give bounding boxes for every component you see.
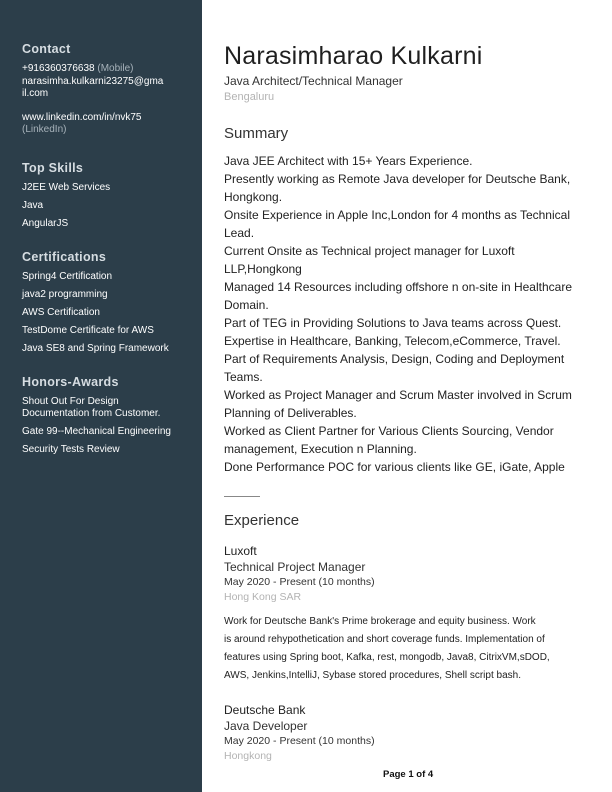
award-item: Security Tests Review xyxy=(22,444,120,455)
certification-item: Java SE8 and Spring Framework xyxy=(22,343,169,354)
honors-awards-section xyxy=(22,375,187,456)
sidebar xyxy=(0,0,202,792)
certification-item: java2 programming xyxy=(22,289,108,300)
job-location: Hongkong xyxy=(224,750,272,762)
certifications-section xyxy=(22,250,194,355)
job-company: Luxoft xyxy=(224,544,257,558)
job-description-line: features using Spring boot, Kafka, rest, mongodb, Java8, CitrixVM,sDOD, xyxy=(224,652,550,663)
certification-item: AWS Certification xyxy=(22,307,100,318)
top-skills-heading: Top Skills xyxy=(22,161,84,175)
summary-line: Java JEE Architect with 15+ Years Experience. xyxy=(224,154,473,168)
phone-label: (Mobile) xyxy=(97,63,134,74)
email-line-1: narasimha.kulkarni23275@gma xyxy=(22,75,164,87)
top-skills-section xyxy=(22,161,194,230)
summary-text xyxy=(224,152,584,476)
summary-heading: Summary xyxy=(224,125,289,142)
experience-heading: Experience xyxy=(224,512,300,529)
email-line-2: il.com xyxy=(22,88,49,99)
page-number: Page 1 of 4 xyxy=(383,769,434,780)
job-dates: May 2020 - Present (10 months) xyxy=(224,735,375,747)
award-item: Gate 99--Mechanical Engineering xyxy=(22,426,171,437)
summary-line: Managed 14 Resources including offshore n on-site in Healthcare xyxy=(224,280,572,294)
certification-item: TestDome Certificate for AWS xyxy=(22,325,154,336)
contact-heading: Contact xyxy=(22,42,71,56)
summary-line: Lead. xyxy=(224,226,255,240)
job-company: Deutsche Bank xyxy=(224,703,306,717)
job-role: Java Developer xyxy=(224,719,308,733)
linkedin-link[interactable] xyxy=(22,112,194,137)
summary-line: Presently working as Remote Java developer for Deutsche Bank, xyxy=(224,172,571,186)
certification-item: Spring4 Certification xyxy=(22,271,113,282)
summary-line: Domain. xyxy=(224,298,269,312)
summary-line: Expertise in Healthcare, Banking, Telecom,eCommerce, Travel. xyxy=(224,334,561,348)
summary-line: Worked as Client Partner for Various Clients Sourcing, Vendor xyxy=(224,424,554,438)
summary-line: Part of TEG in Providing Solutions to Java teams across Quest. xyxy=(224,316,562,330)
summary-line: Worked as Project Manager and Scrum Master involved in Scrum xyxy=(224,388,572,402)
linkedin-url: www.linkedin.com/in/nvk75 xyxy=(22,111,142,123)
summary-line: Planning of Deliverables. xyxy=(224,406,357,420)
job-description-line: Work for Deutsche Bank's Prime brokerage and equity business. Work xyxy=(224,616,536,627)
summary-line: Part of Requirements Analysis, Design, Coding and Deployment xyxy=(224,352,565,366)
certifications-heading: Certifications xyxy=(22,250,107,264)
summary-line: Onsite Experience in Apple Inc,London for 4 months as Technical xyxy=(224,208,570,222)
job-entry xyxy=(224,702,584,763)
job-description xyxy=(224,613,569,685)
job-location: Hong Kong SAR xyxy=(224,591,302,603)
section-divider xyxy=(224,496,260,497)
skill-item: AngularJS xyxy=(22,218,69,229)
email-link[interactable] xyxy=(22,76,194,101)
summary-line: Current Onsite as Technical project manager for Luxoft xyxy=(224,244,515,258)
job-entry xyxy=(224,543,584,685)
summary-line: Done Performance POC for various clients like GE, iGate, Apple xyxy=(224,460,565,474)
linkedin-label: (LinkedIn) xyxy=(22,124,67,135)
contact-section xyxy=(22,42,194,137)
honors-awards-heading: Honors-Awards xyxy=(22,375,119,389)
skill-item: Java xyxy=(22,200,44,211)
job-role: Technical Project Manager xyxy=(224,560,366,574)
summary-line: LLP,Hongkong xyxy=(224,262,302,276)
job-description-line: AWS, Jenkins,IntelliJ, Sybase stored procedures, Shell script bash. xyxy=(224,670,521,681)
summary-line: Hongkong. xyxy=(224,190,283,204)
job-description-line: is around rehypothetication and short coverage funds. Implementation of xyxy=(224,634,545,645)
skill-item: J2EE Web Services xyxy=(22,182,111,193)
job-dates: May 2020 - Present (10 months) xyxy=(224,576,375,588)
summary-line: management, Execution n Planning. xyxy=(224,442,417,456)
phone-number: +916360376638 xyxy=(22,63,95,74)
headline: Java Architect/Technical Manager xyxy=(224,74,403,88)
award-item: Shout Out For Design Documentation from Customer. xyxy=(22,396,161,419)
summary-line: Teams. xyxy=(224,370,263,384)
full-name: Narasimharao Kulkarni xyxy=(224,42,483,70)
location: Bengaluru xyxy=(224,91,275,103)
